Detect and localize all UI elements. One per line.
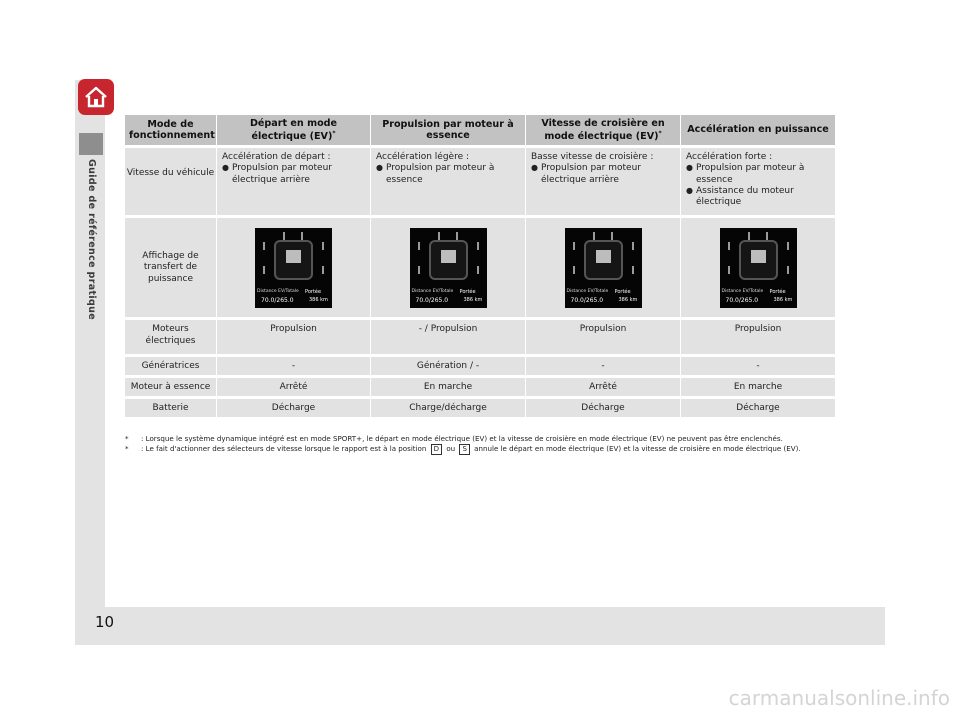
engine-block xyxy=(441,250,456,263)
distance-label: Distance EV/Totale xyxy=(566,288,609,294)
range-label: Portée xyxy=(614,288,631,295)
wheel-indicator xyxy=(322,242,324,250)
range-value: 386 km xyxy=(309,296,328,303)
power-flow-screen xyxy=(410,228,487,308)
gear-key-s: S xyxy=(459,444,469,455)
footnote xyxy=(125,434,843,444)
page-number: 10 xyxy=(95,613,115,631)
odometer-value: 70.0/265.0 xyxy=(261,296,294,304)
home-icon xyxy=(83,85,109,109)
header-mode: Mode de fonctionnement xyxy=(125,115,216,145)
speed-cell: Accélération légère : ● Propulsion par moteur à essence xyxy=(370,148,525,215)
table-row xyxy=(125,357,835,375)
table-cell: Décharge xyxy=(525,399,680,417)
speed-cell: Basse vitesse de croisière : ● Propulsion par moteur électrique arrière xyxy=(525,148,680,215)
odometer-value: 70.0/265.0 xyxy=(570,296,604,304)
table-cell: Décharge xyxy=(680,399,835,417)
wheel-indicator xyxy=(477,242,479,250)
row-label: Moteur à essence xyxy=(125,378,216,396)
table-cell: Propulsion xyxy=(680,320,835,354)
header-engine-drive: Propulsion par moteur à essence xyxy=(370,115,525,145)
distance-label: Distance EV/Totale xyxy=(411,288,454,294)
row-label: Batterie xyxy=(125,399,216,417)
wheel-indicator xyxy=(322,266,324,274)
range-label: Portée xyxy=(305,288,322,295)
footnote-text: : Lorsque le système dynamique intégré est en mode SPORT+, le départ en mode électrique (EV) et la vitesse de croisière en mode électrique (EV) ne peuvent pas être enclenchés. xyxy=(141,434,783,443)
wheel-indicator xyxy=(263,242,265,250)
table-row xyxy=(125,399,835,417)
table-row xyxy=(125,320,835,354)
operation-mode-table xyxy=(125,112,835,420)
table-cell: En marche xyxy=(680,378,835,396)
range-label: Portée xyxy=(459,288,476,295)
power-flow-screen xyxy=(565,228,642,308)
row-label: Affichage de transfert de puissance xyxy=(125,218,216,317)
range-value: 386 km xyxy=(463,296,483,303)
engine-block xyxy=(286,250,301,263)
wheel-indicator xyxy=(456,232,458,240)
table-cell: Génération / - xyxy=(370,357,525,375)
gear-key-d: D xyxy=(431,444,442,455)
watermark: carmanualsonline.info xyxy=(728,686,950,710)
table-row xyxy=(125,378,835,396)
table-row xyxy=(125,148,835,215)
range-value: 386 km xyxy=(773,296,793,303)
wheel-indicator xyxy=(418,266,420,274)
table-cell: En marche xyxy=(370,378,525,396)
section-tab[interactable] xyxy=(79,133,103,155)
wheel-indicator xyxy=(787,242,789,250)
odometer-value: 70.0/265.0 xyxy=(415,296,449,304)
table-cell: Arrêté xyxy=(525,378,680,396)
speed-cell: Accélération de départ : ● Propulsion par moteur électrique arrière xyxy=(216,148,370,215)
range-label: Portée xyxy=(769,288,786,295)
display-cell xyxy=(680,218,835,317)
table-cell: - / Propulsion xyxy=(370,320,525,354)
row-label: Vitesse du véhicule xyxy=(125,148,216,215)
wheel-indicator xyxy=(611,232,613,240)
row-label: Génératrices xyxy=(125,357,216,375)
wheel-indicator xyxy=(632,266,634,274)
wheel-indicator xyxy=(283,232,285,240)
wheel-indicator xyxy=(728,266,730,274)
wheel-indicator xyxy=(573,266,575,274)
table-cell: Arrêté xyxy=(216,378,370,396)
engine-block xyxy=(596,250,611,263)
wheel-indicator xyxy=(787,266,789,274)
section-label: Guide de référence pratique xyxy=(86,159,97,321)
power-flow-screen xyxy=(720,228,797,308)
row-label: Moteurs électriques xyxy=(125,320,216,354)
wheel-indicator xyxy=(418,242,420,250)
footnotes xyxy=(125,434,843,455)
footnote-text: : Le fait d'actionner des sélecteurs de vitesse lorsque le rapport est à la position D ou S annule le départ en mode électrique (EV) et la vitesse de croisière en mode électrique (EV). xyxy=(141,444,801,454)
wheel-indicator xyxy=(573,242,575,250)
home-button[interactable] xyxy=(78,79,114,115)
distance-label: Distance EV/Totale xyxy=(257,288,299,294)
wheel-indicator xyxy=(438,232,440,240)
speed-cell: Accélération forte : ● Propulsion par moteur à essence ● Assistance du moteur électrique xyxy=(680,148,835,215)
display-cell xyxy=(525,218,680,317)
wheel-indicator xyxy=(748,232,750,240)
range-value: 386 km xyxy=(618,296,638,303)
header-power-accel: Accélération en puissance xyxy=(680,115,835,145)
footnote-marker: * xyxy=(125,444,129,454)
header-ev-start: Départ en mode électrique (EV)* xyxy=(216,115,370,145)
wheel-indicator xyxy=(593,232,595,240)
wheel-indicator xyxy=(477,266,479,274)
footnote-marker: * xyxy=(125,434,129,443)
table-cell: - xyxy=(525,357,680,375)
display-cell xyxy=(370,218,525,317)
wheel-indicator xyxy=(766,232,768,240)
header-ev-cruise: Vitesse de croisière en mode électrique (EV)* xyxy=(525,115,680,145)
power-flow-screen xyxy=(255,228,332,308)
table-row xyxy=(125,218,835,317)
table-cell: - xyxy=(680,357,835,375)
engine-block xyxy=(751,250,766,263)
table-cell: Charge/décharge xyxy=(370,399,525,417)
table-cell: - xyxy=(216,357,370,375)
wheel-indicator xyxy=(632,242,634,250)
distance-label: Distance EV/Totale xyxy=(721,288,764,294)
table-cell: Propulsion xyxy=(216,320,370,354)
wheel-indicator xyxy=(728,242,730,250)
table-cell: Décharge xyxy=(216,399,370,417)
odometer-value: 70.0/265.0 xyxy=(725,296,759,304)
wheel-indicator xyxy=(263,266,265,274)
footnote xyxy=(125,444,843,455)
wheel-indicator xyxy=(301,232,303,240)
table-cell: Propulsion xyxy=(525,320,680,354)
table-header-row xyxy=(125,115,835,145)
display-cell xyxy=(216,218,370,317)
